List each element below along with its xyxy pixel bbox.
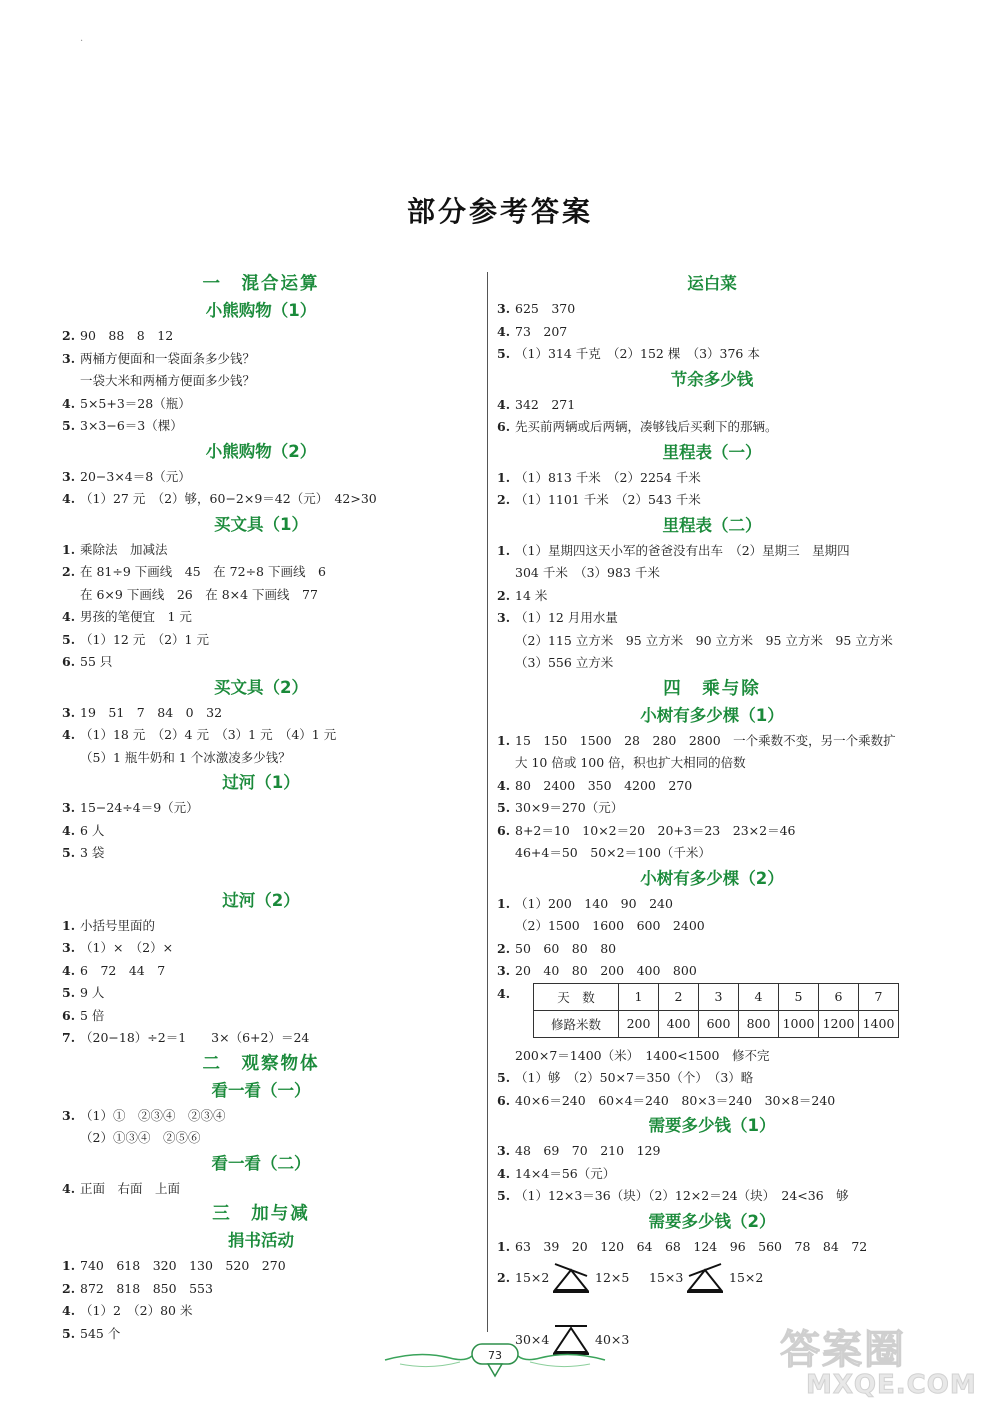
question-number: 4.	[62, 395, 76, 411]
answer-line	[62, 415, 460, 438]
watermark-logo-text: 答案圈	[780, 1327, 906, 1373]
question-number: 1.	[62, 1258, 76, 1273]
table-cell: 1000	[779, 1010, 819, 1037]
answer-text: 90 88 8 12	[80, 328, 174, 343]
answer-text: 两桶方便面和一袋面条多少钱？	[80, 350, 256, 366]
answer-list	[62, 702, 460, 770]
answer-line	[497, 915, 927, 938]
question-number: 2.	[497, 1270, 511, 1285]
answer-list	[497, 298, 927, 366]
answer-line	[497, 630, 927, 653]
table-header-cell: 修路米数	[534, 1010, 619, 1037]
scale-right-expr: 12×5	[595, 1270, 630, 1285]
question-number: 5.	[497, 800, 511, 815]
answer-line	[497, 343, 927, 366]
answer-text: （1）2 （2）80 米	[80, 1303, 193, 1318]
question-number: 5.	[62, 985, 76, 1000]
table-cell: 3	[699, 983, 739, 1010]
question-number: 3.	[497, 301, 511, 316]
answer-text: 48 69 70 210 129	[515, 1143, 661, 1158]
question-number: 3.	[497, 1143, 511, 1158]
answer-line	[497, 467, 927, 490]
answer-text: （1）星期四这天小军的爸爸没有出车 （2）星期三 星期四	[515, 542, 850, 558]
question-number: 4.	[62, 822, 76, 838]
answer-text: 15 150 1500 28 280 2800 一个乘数不变，另一个乘数扩	[515, 732, 896, 748]
subsection-heading: 捐书活动	[228, 1231, 294, 1250]
answer-text: （1）够 （2）50×7＝350（个） （3）略	[515, 1070, 754, 1085]
section-heading: 三 加与减	[212, 1204, 310, 1224]
answer-list	[497, 1140, 927, 1208]
answer-text: 63 39 20 120 64 68 124 96 560 78 84 72	[515, 1238, 868, 1254]
subsection-heading: 小熊购物（2）	[205, 441, 317, 461]
question-number: 1.	[62, 917, 76, 933]
answer-list	[62, 325, 460, 438]
question-number: 7.	[62, 1030, 76, 1045]
question-number: 1.	[497, 469, 511, 485]
subsection-heading: 买文具（2）	[214, 677, 308, 697]
answer-line	[497, 730, 927, 753]
answer-line	[497, 585, 927, 608]
answer-text: 40×6＝240 60×4＝240 80×3＝240 30×8＝240	[515, 1092, 836, 1108]
subsection-heading: 里程表（一）	[662, 442, 762, 462]
subsection-heading: 需要多少钱（1）	[648, 1116, 776, 1135]
answer-line	[62, 1005, 460, 1028]
question-number: 4.	[62, 727, 76, 742]
question-number: 4.	[62, 962, 76, 978]
road-repair-table	[533, 983, 899, 1038]
answer-line	[497, 752, 927, 775]
answer-list	[497, 394, 927, 439]
question-number: 4.	[62, 1180, 76, 1196]
table-cell: 5	[779, 983, 819, 1010]
answer-line	[497, 540, 927, 563]
question-number: 4.	[62, 609, 76, 624]
subsection-heading: 小树有多少棵（1）	[640, 705, 784, 725]
answer-text: （5）1 瓶牛奶和 1 个冰激凌多少钱？	[80, 749, 291, 765]
watermark	[780, 1318, 995, 1413]
answer-list	[62, 539, 460, 674]
answer-line	[62, 1300, 460, 1323]
subsection-heading: 节余多少钱	[670, 369, 754, 389]
answer-line	[497, 321, 927, 344]
answer-line	[62, 606, 460, 629]
question-number: 1.	[62, 541, 76, 557]
question-number: 5.	[62, 631, 76, 647]
question-number: 6.	[62, 654, 76, 669]
answer-text: 625 370	[515, 301, 576, 316]
question-number: 2.	[497, 587, 511, 603]
answer-text: 20 40 80 200 400 800	[515, 963, 697, 978]
answer-line	[497, 1067, 927, 1090]
answer-text: （20−18）÷2＝1 3×（6+2）＝24	[80, 1030, 310, 1045]
answer-line	[497, 1090, 927, 1113]
answer-list	[497, 540, 927, 675]
answer-line	[62, 325, 460, 348]
answer-text: 先买前两辆或后两辆，凑够钱后买剩下的那辆。	[515, 419, 778, 434]
answer-text: （3）556 立方米	[515, 655, 614, 670]
answer-line	[497, 893, 927, 916]
subsection-heading: 过河（2）	[222, 890, 300, 910]
answer-list	[497, 893, 927, 983]
answer-line	[62, 539, 460, 562]
answer-line	[497, 1140, 927, 1163]
answer-text: 6 人	[80, 822, 105, 838]
answer-line	[497, 775, 927, 798]
scale-right-expr: 15×2	[729, 1270, 764, 1285]
answer-line	[62, 1178, 460, 1201]
table-cell: 400	[659, 1010, 699, 1037]
subsection-heading: 买文具（1）	[214, 514, 308, 534]
question-number: 2.	[497, 492, 511, 507]
table-row	[534, 1010, 899, 1037]
subsection-heading: 运白菜	[687, 274, 737, 293]
answer-text: 一袋大米和两桶方便面多少钱？	[80, 373, 256, 388]
answer-line	[497, 652, 927, 675]
section-heading: 二 观察物体	[202, 1053, 320, 1074]
answer-line	[497, 842, 927, 865]
answer-text: （1）813 千米 （2）2254 千米	[515, 469, 701, 485]
question-number: 5.	[497, 1070, 511, 1085]
question-number: 6.	[62, 1007, 76, 1023]
answer-text: 5×5+3＝28（瓶）	[80, 395, 191, 411]
table-cell: 2	[659, 983, 699, 1010]
answer-line	[497, 1236, 927, 1259]
section-heading: 一 混合运算	[202, 274, 320, 294]
subsection-heading: 里程表（二）	[662, 515, 762, 535]
answer-line	[497, 607, 927, 630]
answer-text: （1）1101 千米 （2）543 千米	[515, 492, 701, 507]
answer-line	[62, 348, 460, 371]
answer-line	[62, 651, 460, 674]
answer-line	[62, 915, 460, 938]
answer-line	[497, 298, 927, 321]
table-question	[497, 983, 927, 1045]
answer-text: 正面 右面 上面	[80, 1180, 181, 1196]
table-cell: 7	[859, 983, 899, 1010]
table-cell: 800	[739, 1010, 779, 1037]
answer-line	[62, 1105, 460, 1128]
answer-text: 3×3−6＝3（棵）	[80, 418, 183, 433]
answer-list	[497, 1045, 927, 1113]
answer-line	[62, 1255, 460, 1278]
question-number: 3.	[497, 963, 511, 978]
question-number: 3.	[62, 704, 76, 720]
answer-text: （2）115 立方米 95 立方米 90 立方米 95 立方米 95 立方米	[515, 632, 893, 648]
scale-right-expr: 40×3	[595, 1332, 630, 1347]
subsection-heading: 看一看（二）	[211, 1153, 311, 1173]
table-cell: 4	[739, 983, 779, 1010]
scale-left-expr: 30×4	[515, 1332, 550, 1347]
page-number: 73	[488, 1349, 502, 1362]
answer-text: 15−24÷4＝9（元）	[80, 800, 199, 815]
answer-line	[62, 629, 460, 652]
subsection-heading: 过河（1）	[222, 773, 300, 792]
question-number: 3.	[497, 610, 511, 625]
answer-text: 740 618 320 130 520 270	[80, 1258, 286, 1273]
answer-text: 545 个	[80, 1325, 121, 1341]
table-cell: 200	[619, 1010, 659, 1037]
answer-text: 46+4＝50 50×2＝100（千米）	[515, 845, 711, 860]
answer-text: 乘除法 加减法	[80, 541, 168, 557]
answer-line	[62, 982, 460, 1005]
answer-line	[62, 466, 460, 489]
answer-line	[497, 960, 927, 983]
answer-line	[62, 1127, 460, 1150]
answer-text: 在 6×9 下画线 26 在 8×4 下画线 77	[80, 586, 318, 602]
answer-line	[62, 937, 460, 960]
answer-line	[497, 1185, 927, 1208]
answer-list	[62, 915, 460, 1050]
question-number: 5.	[62, 845, 76, 860]
answer-text: （1）18 元 （2）4 元 （3）1 元 （4）1 元	[80, 727, 337, 742]
answer-text: （1）× （2）×	[80, 940, 174, 955]
page-number-ornament	[380, 1338, 610, 1378]
answer-text: （1）314 千克 （2）152 棵 （3）376 本	[515, 346, 760, 361]
answer-text: 6 72 44 7	[80, 962, 166, 978]
answer-line	[62, 842, 460, 865]
question-number: 5.	[497, 346, 511, 361]
question-number: 4.	[497, 777, 511, 793]
question-number: 4.	[497, 323, 511, 339]
page-title: 部分参考答案	[406, 195, 593, 228]
question-number: 4.	[497, 1165, 511, 1181]
question-number: 3.	[62, 940, 76, 955]
question-number: 3.	[62, 350, 76, 366]
subsection-heading: 看一看（一）	[211, 1080, 311, 1100]
corner-mark: ·	[80, 36, 84, 47]
answer-text: 在 81÷9 下画线 45 在 72÷8 下画线 6	[80, 564, 326, 579]
answer-text: 14 米	[515, 587, 548, 603]
answer-line	[497, 394, 927, 417]
answer-text: 200×7＝1400（米） 1400<1500 修不完	[515, 1047, 770, 1063]
subsection-heading: 小树有多少棵（2）	[640, 868, 784, 888]
answer-line	[62, 393, 460, 416]
answer-text: 304 千米 （3）983 千米	[515, 565, 660, 580]
balance-scales-row	[497, 1258, 927, 1320]
answer-text: （2）1500 1600 600 2400	[515, 918, 705, 933]
question-number: 3.	[62, 1107, 76, 1123]
question-number: 3.	[62, 800, 76, 815]
answer-list	[62, 1255, 460, 1345]
answer-text: （1）12 元 （2）1 元	[80, 631, 209, 647]
answer-list	[497, 730, 927, 865]
answer-text: 8+2＝10 10×2＝20 20+3＝23 23×2＝46	[515, 822, 796, 838]
question-number: 2.	[62, 564, 76, 579]
answer-line	[497, 1163, 927, 1186]
answer-list	[62, 1178, 460, 1201]
question-number: 2.	[497, 940, 511, 956]
question-number: 2.	[62, 1280, 76, 1296]
question-number: 6.	[497, 419, 511, 434]
question-number: 1.	[497, 732, 511, 748]
question-number: 2.	[62, 328, 76, 343]
table-cell: 6	[819, 983, 859, 1010]
watermark-url: MXQE.COM	[806, 1370, 977, 1400]
table-row	[534, 983, 899, 1010]
answer-text: 14×4＝56（元）	[515, 1165, 616, 1181]
left-column	[62, 270, 460, 1345]
question-number: 4.	[62, 1303, 76, 1318]
balance-scale-left-heavy-icon	[551, 1258, 591, 1294]
question-number: 4.	[497, 396, 511, 412]
answer-text: （1）12 月用水量	[515, 610, 618, 625]
answer-text: 小括号里面的	[80, 917, 156, 933]
answer-text: 19 51 7 84 0 32	[80, 704, 223, 720]
answer-line	[497, 797, 927, 820]
answer-line	[62, 702, 460, 725]
question-number: 4.	[62, 491, 76, 506]
answer-line	[497, 820, 927, 843]
question-number: 4.	[497, 985, 511, 1001]
answer-text: 男孩的笔便宜 1 元	[80, 609, 192, 624]
table-cell: 1	[619, 983, 659, 1010]
answer-line	[62, 488, 460, 511]
answer-text: 342 271	[515, 396, 576, 412]
answer-text: （1）12×3＝36（块）（2）12×2＝24（块） 24<36 够	[515, 1188, 849, 1203]
answer-text: （1）200 140 90 240	[515, 895, 673, 911]
answer-text: 872 818 850 553	[80, 1280, 213, 1296]
table-cell: 1400	[859, 1010, 899, 1037]
answer-line	[62, 370, 460, 393]
question-number: 1.	[497, 542, 511, 558]
scale-left-expr: 15×3	[649, 1270, 684, 1285]
answer-line	[497, 1045, 927, 1068]
answer-line	[62, 797, 460, 820]
answer-list	[62, 797, 460, 865]
answer-text: 55 只	[80, 654, 113, 669]
answer-text: 3 袋	[80, 845, 105, 860]
answer-text: 50 60 80 80	[515, 940, 617, 956]
answer-text: 5 倍	[80, 1007, 105, 1023]
answer-line	[497, 416, 927, 439]
answer-line	[62, 1027, 460, 1050]
table-cell: 600	[699, 1010, 739, 1037]
answer-text: 9 人	[80, 985, 105, 1000]
answer-line	[497, 562, 927, 585]
answer-line	[62, 747, 460, 770]
question-number: 5.	[62, 1325, 76, 1341]
question-number: 3.	[62, 468, 76, 484]
scale-left-expr: 15×2	[515, 1270, 550, 1285]
answer-text: 80 2400 350 4200 270	[515, 777, 693, 793]
table-header-cell: 天 数	[534, 983, 619, 1010]
answer-list	[497, 467, 927, 512]
answer-text: （1）① ②③④ ②③④	[80, 1107, 226, 1123]
answer-line	[497, 489, 927, 512]
subsection-heading: 需要多少钱（2）	[648, 1211, 776, 1231]
section-heading: 四 乘与除	[663, 678, 761, 699]
answer-text: 大 10 倍或 100 倍，积也扩大相同的倍数	[515, 755, 746, 770]
table-cell: 1200	[819, 1010, 859, 1037]
answer-text: （1）27 元 （2）够，60−2×9＝42（元） 42>30	[80, 491, 377, 506]
answer-line	[62, 584, 460, 607]
question-number: 6.	[497, 822, 511, 838]
right-column	[497, 270, 927, 1364]
balance-scale-left-heavy-icon	[685, 1258, 725, 1294]
answer-line	[497, 938, 927, 961]
answer-list	[62, 466, 460, 511]
answer-line	[62, 561, 460, 584]
question-number: 1.	[497, 895, 511, 911]
answer-list	[497, 1236, 927, 1259]
answer-text: 30×9＝270（元）	[515, 800, 624, 815]
answer-line	[62, 820, 460, 843]
answer-line	[62, 1278, 460, 1301]
column-divider	[487, 272, 488, 1332]
question-number: 1.	[497, 1238, 511, 1254]
question-number: 5.	[62, 418, 76, 433]
answer-text: 73 207	[515, 323, 568, 339]
question-number: 5.	[497, 1188, 511, 1203]
answer-line	[62, 960, 460, 983]
answer-text: 20−3×4＝8（元）	[80, 468, 191, 484]
question-number: 6.	[497, 1092, 511, 1108]
answer-text: （2）①③④ ②⑤⑥	[80, 1130, 201, 1145]
answer-list	[62, 1105, 460, 1150]
answer-line	[62, 724, 460, 747]
subsection-heading: 小熊购物（1）	[205, 301, 317, 320]
